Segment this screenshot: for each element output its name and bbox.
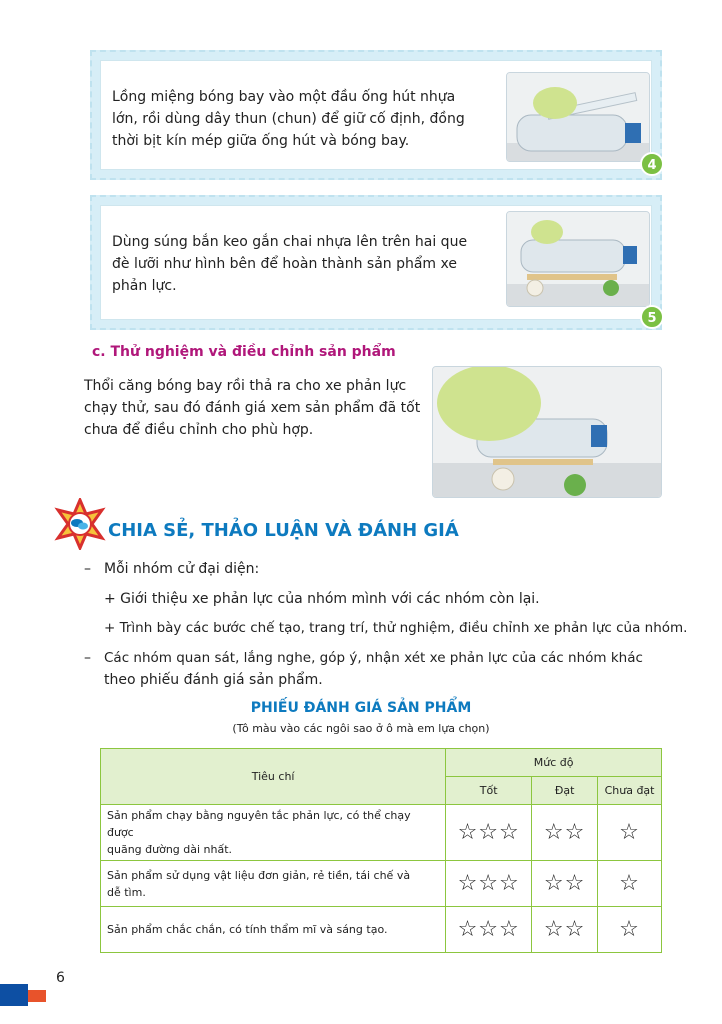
level-header: Mức độ [446,749,662,777]
bullet-text: Các nhóm quan sát, lắng nghe, góp ý, nhận xét xe phản lực của các nhóm khác [104,650,643,666]
sub-bullet-text: + Trình bày các bước chế tạo, trang trí, thử nghiệm, điều chỉnh xe phản lực của nhóm. [104,620,688,636]
evaluation-table [100,748,662,953]
step-5-photo [506,211,650,307]
star-rating-pass[interactable]: ☆☆ [532,861,598,907]
step-number-badge: 4 [640,152,664,176]
criteria-cell: Sản phẩm chạy bằng nguyên tắc phản lực, có thể chạy được quãng đường dài nhất. [101,805,446,861]
criteria-cell: Sản phẩm sử dụng vật liệu đơn giản, rẻ tiền, tái chế và dễ tìm. [101,861,446,907]
step-5-text: Dùng súng bắn keo gắn chai nhựa lên trên hai que đè lưỡi như hình bên để hoàn thành sản phẩm xe phản lực. [112,234,468,294]
share-section-title: CHIA SẺ, THẢO LUẬN VÀ ĐÁNH GIÁ [108,520,459,541]
bullet-marker: – [84,650,91,666]
star-rating-good[interactable]: ☆☆☆ [446,805,532,861]
bullet-marker: – [84,561,91,577]
test-photo [432,366,662,498]
star-rating-fail[interactable]: ☆ [598,861,662,907]
star-rating-pass[interactable]: ☆☆ [532,907,598,953]
footer-bar [0,984,28,1006]
star-rating-pass[interactable]: ☆☆ [532,805,598,861]
test-run-illustration [433,367,662,498]
table-row [101,907,662,953]
footer-accent [28,990,46,1002]
criteria-cell: Sản phẩm chắc chắn, có tính thẩm mĩ và sáng tạo. [101,907,446,953]
star-rating-good[interactable]: ☆☆☆ [446,907,532,953]
sub-bullet-text: + Giới thiệu xe phản lực của nhóm mình với các nhóm còn lại. [104,591,540,607]
criteria-header: Tiêu chí [101,749,446,805]
page-number: 6 [56,970,65,986]
step-4-text: Lồng miệng bóng bay vào một đầu ống hút nhựa lớn, rồi dùng dây thun (chun) để giữ cố định, đồng thời bịt kín mép giữa ống hút và bóng bay. [112,89,465,149]
section-c-text: Thổi căng bóng bay rồi thả ra cho xe phản lực chạy thử, sau đó đánh giá xem sản phẩm đã tốt chưa để điều chỉnh cho phù hợp. [84,378,421,438]
star-rating-good[interactable]: ☆☆☆ [446,861,532,907]
star-rating-fail[interactable]: ☆ [598,907,662,953]
level-fail: Chưa đạt [598,777,662,805]
table-row [101,861,662,907]
bullet-text: Mỗi nhóm cử đại diện: [104,561,260,577]
step-4-photo [506,72,650,162]
level-good: Tốt [446,777,532,805]
step-card-4 [90,50,662,180]
bullet-text-continued: theo phiếu đánh giá sản phẩm. [104,672,323,688]
star-rating-fail[interactable]: ☆ [598,805,662,861]
discussion-icon [54,498,106,550]
evaluation-title: PHIẾU ĐÁNH GIÁ SẢN PHẨM [250,700,472,716]
table-row [101,805,662,861]
section-c-heading: c. Thử nghiệm và điều chỉnh sản phẩm [92,344,396,360]
rocket-car-illustration [507,212,650,307]
step-card-5 [90,195,662,330]
step-number-badge: 5 [640,305,664,329]
bottle-balloon-illustration [507,73,650,162]
evaluation-note: (Tô màu vào các ngôi sao ở ô mà em lựa chọn) [232,722,490,735]
level-pass: Đạt [532,777,598,805]
